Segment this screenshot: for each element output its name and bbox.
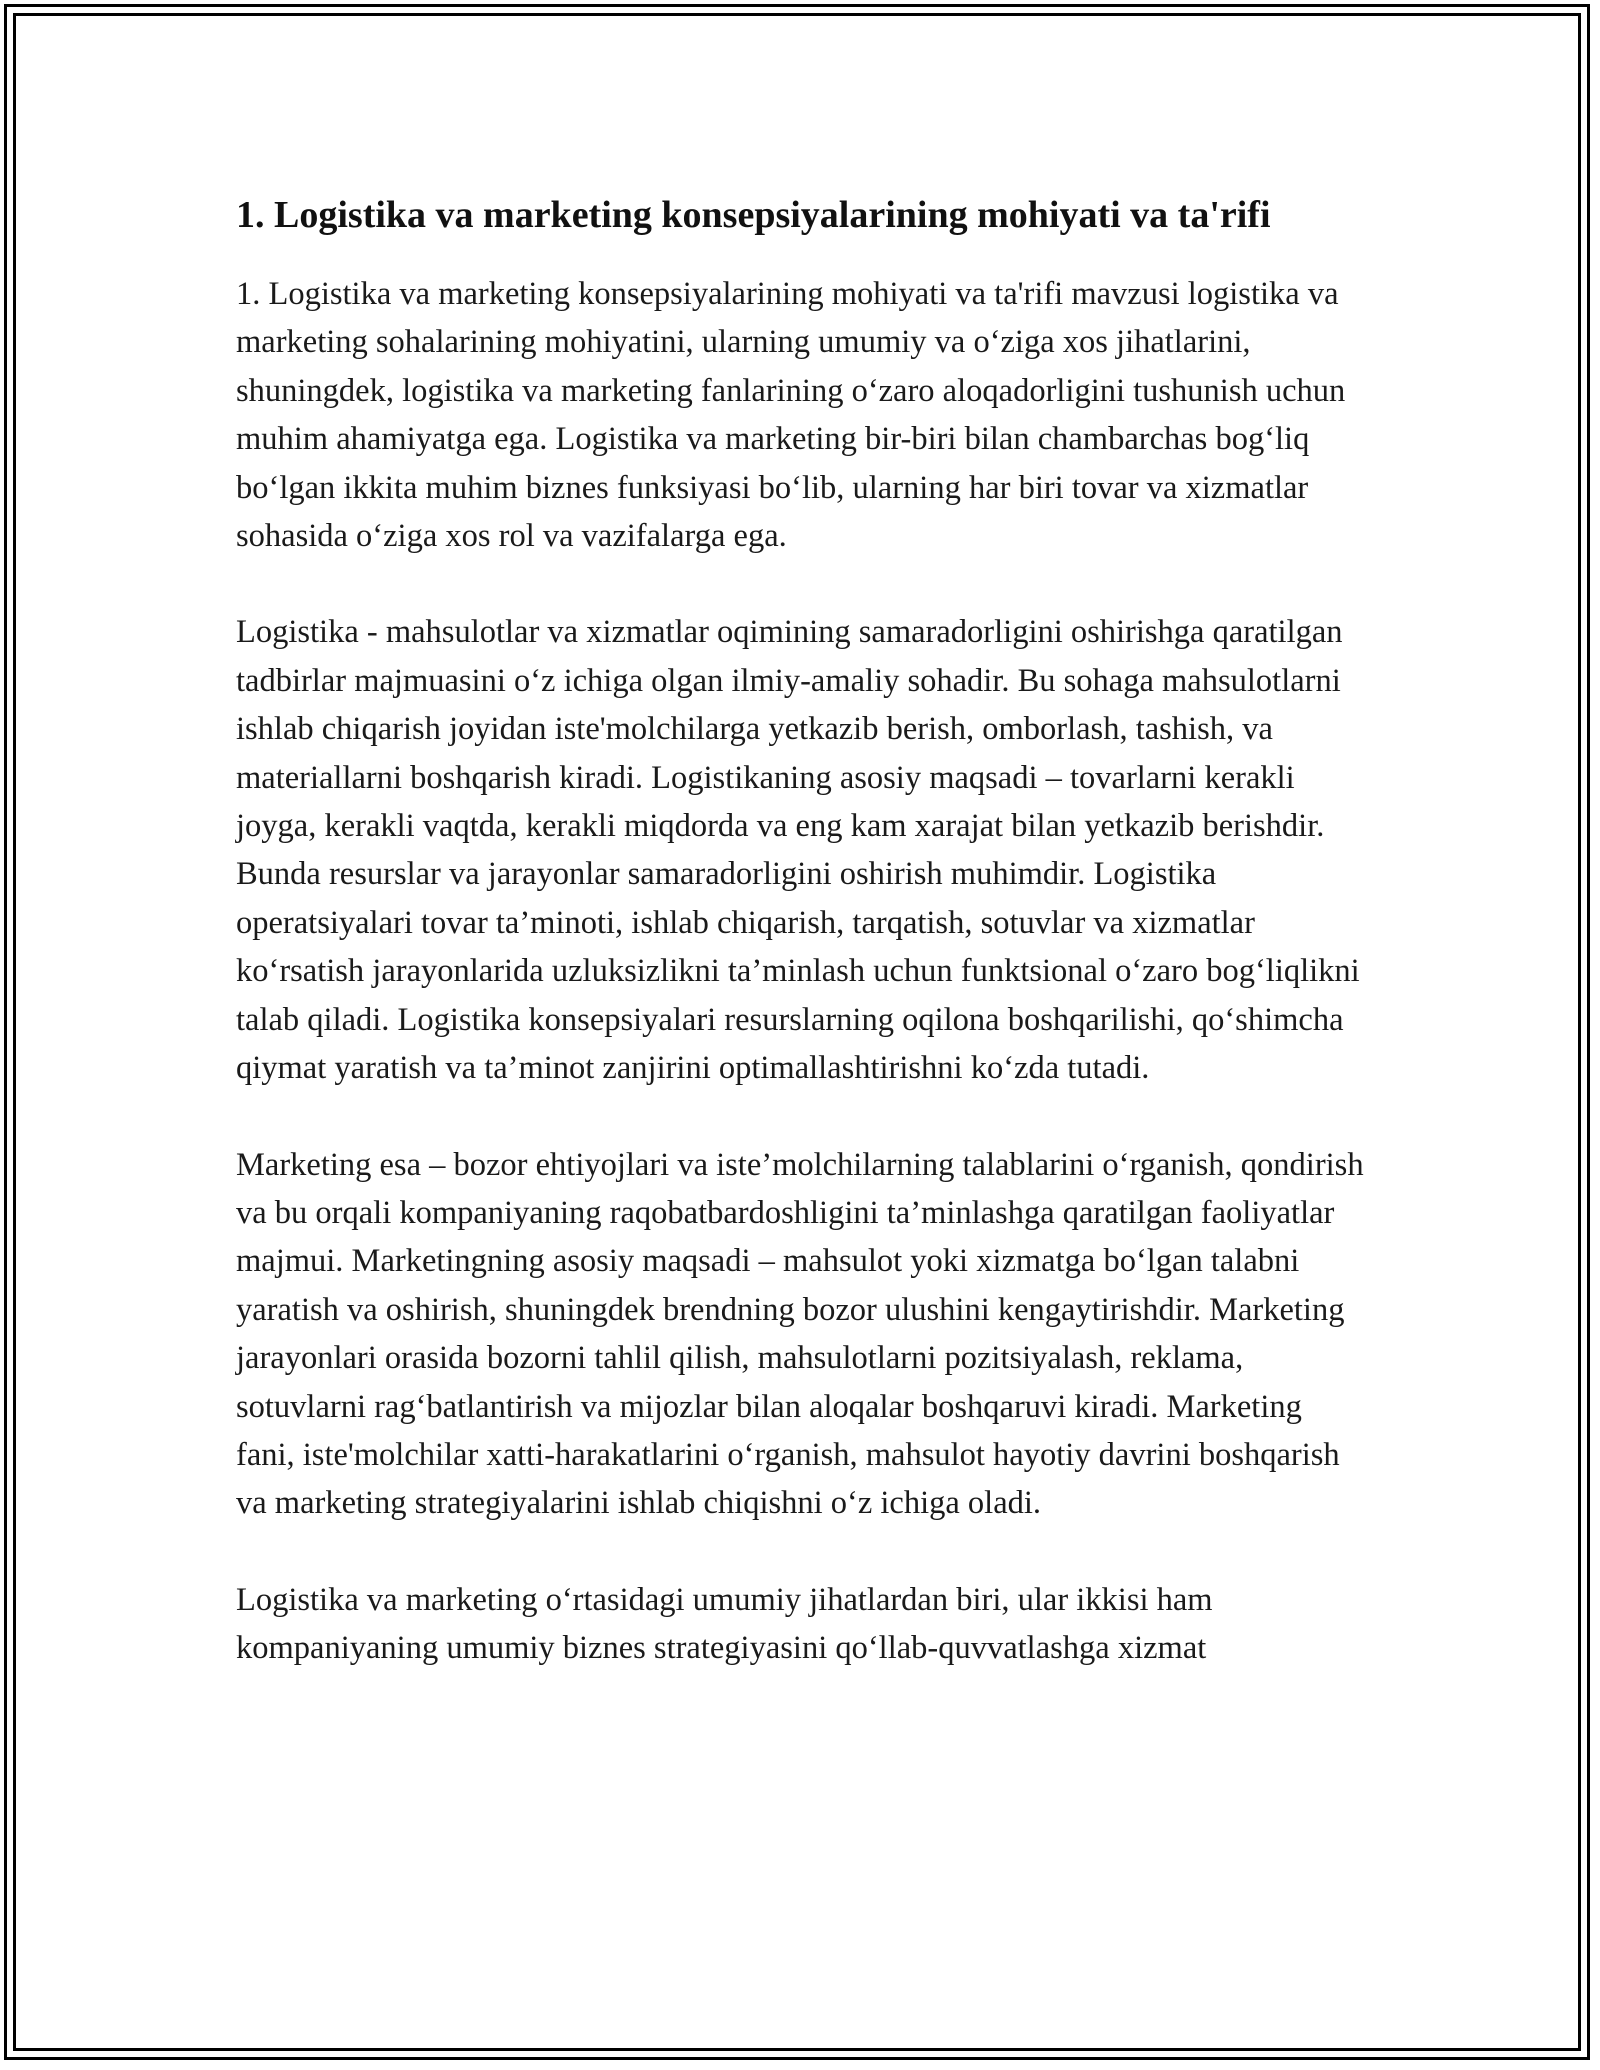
paragraph-common-aspects: Logistika va marketing o‘rtasidagi umumiy jihatlardan biri, ular ikkisi ham kompaniyaning umumiy biznes strategiyasini qo‘llab-quvvatlashga xizmat	[236, 1581, 1213, 1667]
document-body	[236, 188, 1366, 1673]
paragraph-intro: 1. Logistika va marketing konsepsiyalarining mohiyati va ta'rifi mavzusi logistika va marketing sohalarining mohiyatini, ularning umumiy va o‘ziga xos jihatlarini, shuningdek, logistika va marketing fanlarining o‘zaro aloqadorligini tushunish uchun muhim ahamiyatga ega. Logistika va marketing bir-biri bilan chambarchas bog‘liq bo‘lgan ikkita muhim biznes funksiyasi bo‘lib, ularning har biri tovar va xizmatlar sohasida o‘ziga xos rol va vazifalarga ega.	[236, 276, 1346, 555]
paragraph-marketing: Marketing esa – bozor ehtiyojlari va iste’molchilarning talablarini o‘rganish, qondirish va bu orqali kompaniyaning raqobatbardoshligini ta’minlashga qaratilgan faoliyatlar majmui. Marketingning asosiy maqsadi – mahsulot yoki xizmatga bo‘lgan talabni yaratish va oshirish, shuningdek brendning bozor ulushini kengaytirishdir. Marketing jarayonlari orasida bozorni tahlil qilish, mahsulotlarni pozitsiyalash, reklama, sotuvlarni rag‘batlantirish va mijozlar bilan aloqalar boshqaruvi kiradi. Marketing fani, iste'molchilar xatti-harakatlarini o‘rganish, mahsulot hayotiy davrini boshqarish va marketing strategiyalarini ishlab chiqishni o‘z ichiga oladi.	[236, 1146, 1364, 1522]
paragraph-logistics: Logistika - mahsulotlar va xizmatlar oqimining samaradorligini oshirishga qaratilgan tadbirlar majmuasini o‘z ichiga olgan ilmiy-amaliy sohadir. Bu sohaga mahsulotlarni ishlab chiqarish joyidan iste'molchilarga yetkazib berish, omborlash, tashish, va materiallarni boshqarish kiradi. Logistikaning asosiy maqsadi – tovarlarni kerakli joyga, kerakli vaqtda, kerakli miqdorda va eng kam xarajat bilan yetkazib berishdir. Bunda resurslar va jarayonlar samaradorligini oshirish muhimdir. Logistika operatsiyalari tovar ta’minoti, ishlab chiqarish, tarqatish, sotuvlar va xizmatlar ko‘rsatish jarayonlarida uzluksizlikni ta’minlash uchun funktsional o‘zaro bog‘liqlikni talab qiladi. Logistika konsepsiyalari resurslarning oqilona boshqarilishi, qo‘shimcha qiymat yaratish va ta’minot zanjirini optimallashtirishni ko‘zda tutadi.	[236, 614, 1360, 1087]
document-title: 1. Logistika va marketing konsepsiyalarining mohiyati va ta'rifi	[236, 194, 1271, 236]
